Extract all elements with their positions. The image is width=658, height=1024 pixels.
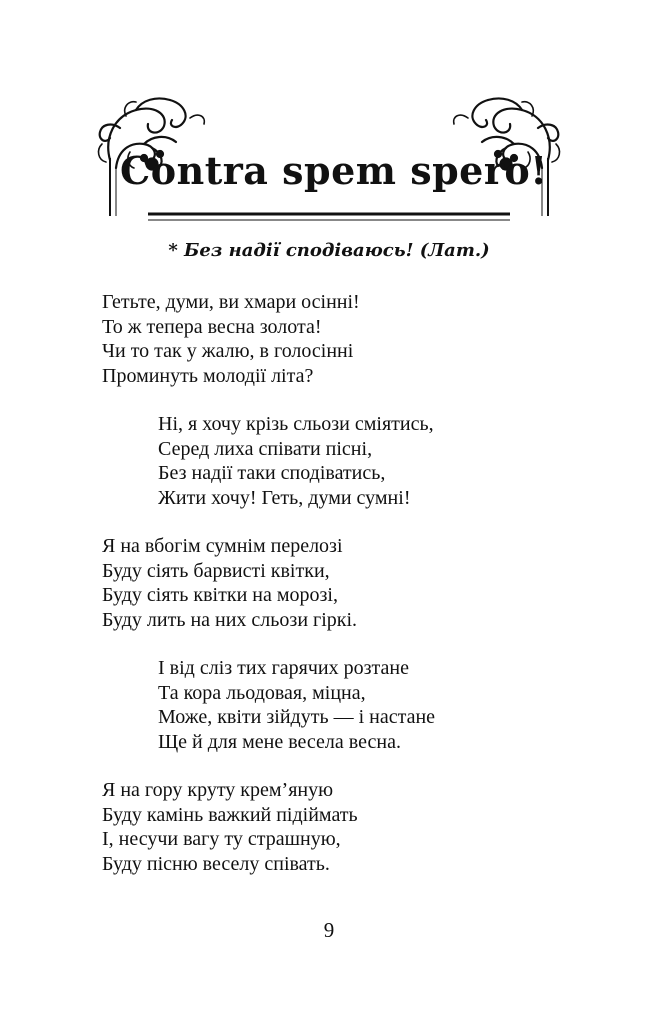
poem-line: Буду сіять квітки на морозі, bbox=[102, 584, 338, 606]
poem-line: Без надії таки сподіватись, bbox=[158, 462, 386, 484]
poem-line: І від сліз тих гарячих розтане bbox=[158, 657, 409, 679]
poem-line: Та кора льодовая, міцна, bbox=[158, 681, 366, 704]
poem-line: Буду камінь важкий підіймать bbox=[102, 803, 358, 826]
stanza-1 bbox=[102, 290, 622, 388]
poem-line: Проминуть молодії літа? bbox=[102, 364, 314, 387]
poem-line: Може, квіти зійдуть — і настане bbox=[158, 706, 436, 728]
poem-line: Жити хочу! Геть, думи сумні! bbox=[158, 486, 411, 509]
poem-line: Гетьте, думи, ви хмари осінні! bbox=[102, 291, 360, 313]
poem-body bbox=[102, 290, 622, 900]
stanza-2 bbox=[102, 412, 622, 510]
poem-line: Буду лить на них сльози гіркі. bbox=[102, 608, 358, 631]
poem-line: Я на гору круту крем’яную bbox=[102, 779, 334, 801]
poem-line: Чи то так у жалю, в голосінні bbox=[102, 340, 354, 362]
poem-line: То ж тепера весна золота! bbox=[102, 315, 322, 338]
stanza-5 bbox=[102, 778, 622, 876]
poem-line: Я на вбогім сумнім перелозі bbox=[102, 535, 343, 557]
poem-line: Ще й для мене весела весна. bbox=[158, 730, 401, 753]
poem-line: І, несучи вагу ту страшную, bbox=[102, 828, 341, 850]
stanza-3 bbox=[102, 534, 622, 632]
stanza-4 bbox=[102, 656, 622, 754]
page-number: 9 bbox=[323, 918, 335, 942]
poem-line: Буду пісню веселу співать. bbox=[102, 852, 330, 875]
poem-title: Contra spem spero! bbox=[120, 148, 548, 193]
poem-line: Ні, я хочу крізь сльози сміятись, bbox=[158, 413, 434, 435]
poem-line: Серед лиха співати пісні, bbox=[158, 437, 373, 460]
poem-line: Буду сіять барвисті квітки, bbox=[102, 559, 330, 582]
poem-subtitle-translation: * Без надії сподіваюсь! (Лат.) bbox=[168, 240, 490, 261]
